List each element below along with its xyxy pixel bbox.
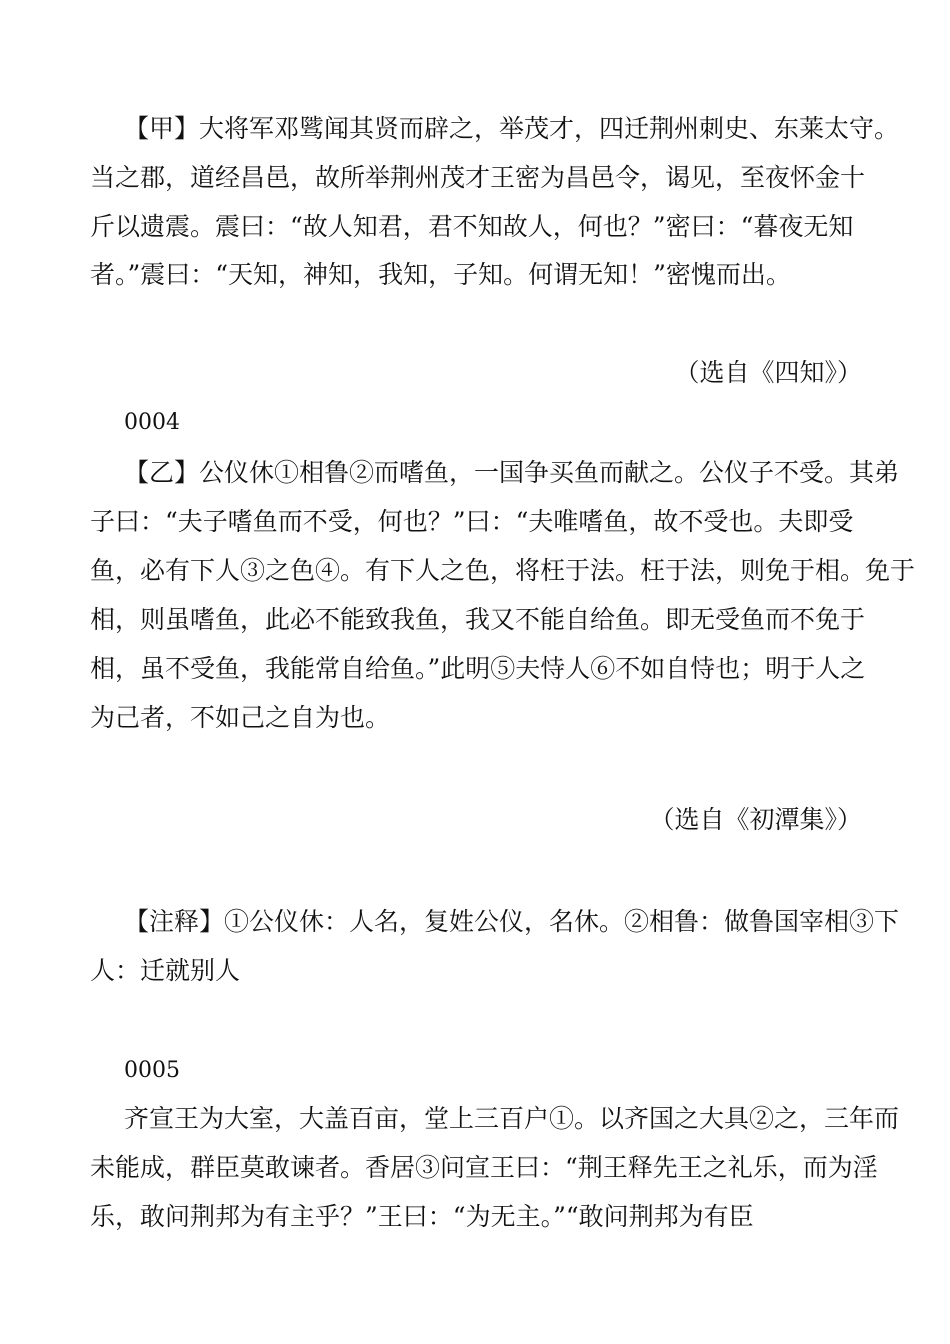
passage-yi-line-1: 【乙】公仪休①相鲁②而嗜鱼，一国争买鱼而献之。公仪子不受。其弟 — [124, 458, 900, 487]
notes-line-1: 【注释】①公仪休：人名，复姓公仪，名休。②相鲁：做鲁国宰相③下 — [124, 907, 900, 936]
passage-yi-source: （选自《初潭集》） — [649, 805, 862, 834]
passage-qi-line-2: 未能成，群臣莫敢谏者。香居③问宣王曰：“荆王释先王之礼乐，而为淫 — [90, 1153, 878, 1182]
passage-jia-line-2: 当之郡，道经昌邑，故所举荆州茂才王密为昌邑令，谒见，至夜怀金十 — [90, 163, 866, 192]
question-number-0005: 0005 — [124, 1058, 180, 1083]
notes-line-2: 人：迁就别人 — [90, 956, 241, 985]
passage-qi-line-1: 齐宣王为大室，大盖百亩，堂上三百户①。以齐国之大具②之，三年而 — [124, 1104, 900, 1133]
passage-yi-line-5: 相，虽不受鱼，我能常自给鱼。”此明⑤夫恃人⑥不如自恃也；明于人之 — [90, 654, 866, 683]
passage-qi-line-3: 乐，敢问荆邦为有主乎？”王曰：“为无主。”“敢问荆邦为有臣 — [90, 1202, 754, 1231]
passage-jia-line-3: 斤以遗震。震曰：“故人知君，君不知故人，何也？”密曰：“暮夜无知 — [90, 212, 854, 241]
passage-yi-line-3: 鱼，必有下人③之色④。有下人之色，将枉于法。枉于法，则免于相。免于 — [90, 556, 916, 585]
passage-jia-line-1: 【甲】大将军邓骘闻其贤而辟之，举茂才，四迁荆州刺史、东莱太守。 — [124, 114, 900, 143]
passage-jia-source: （选自《四知》） — [674, 358, 862, 387]
passage-jia-line-4: 者。”震曰：“天知，神知，我知，子知。何谓无知！”密愧而出。 — [90, 260, 791, 289]
passage-yi-line-6: 为己者，不如己之自为也。 — [90, 703, 391, 732]
question-number-0004: 0004 — [124, 410, 180, 435]
passage-yi-line-2: 子曰：“夫子嗜鱼而不受，何也？”曰：“夫唯嗜鱼，故不受也。夫即受 — [90, 507, 854, 536]
passage-yi-line-4: 相，则虽嗜鱼，此必不能致我鱼，我又不能自给鱼。即无受鱼而不免于 — [90, 605, 866, 634]
